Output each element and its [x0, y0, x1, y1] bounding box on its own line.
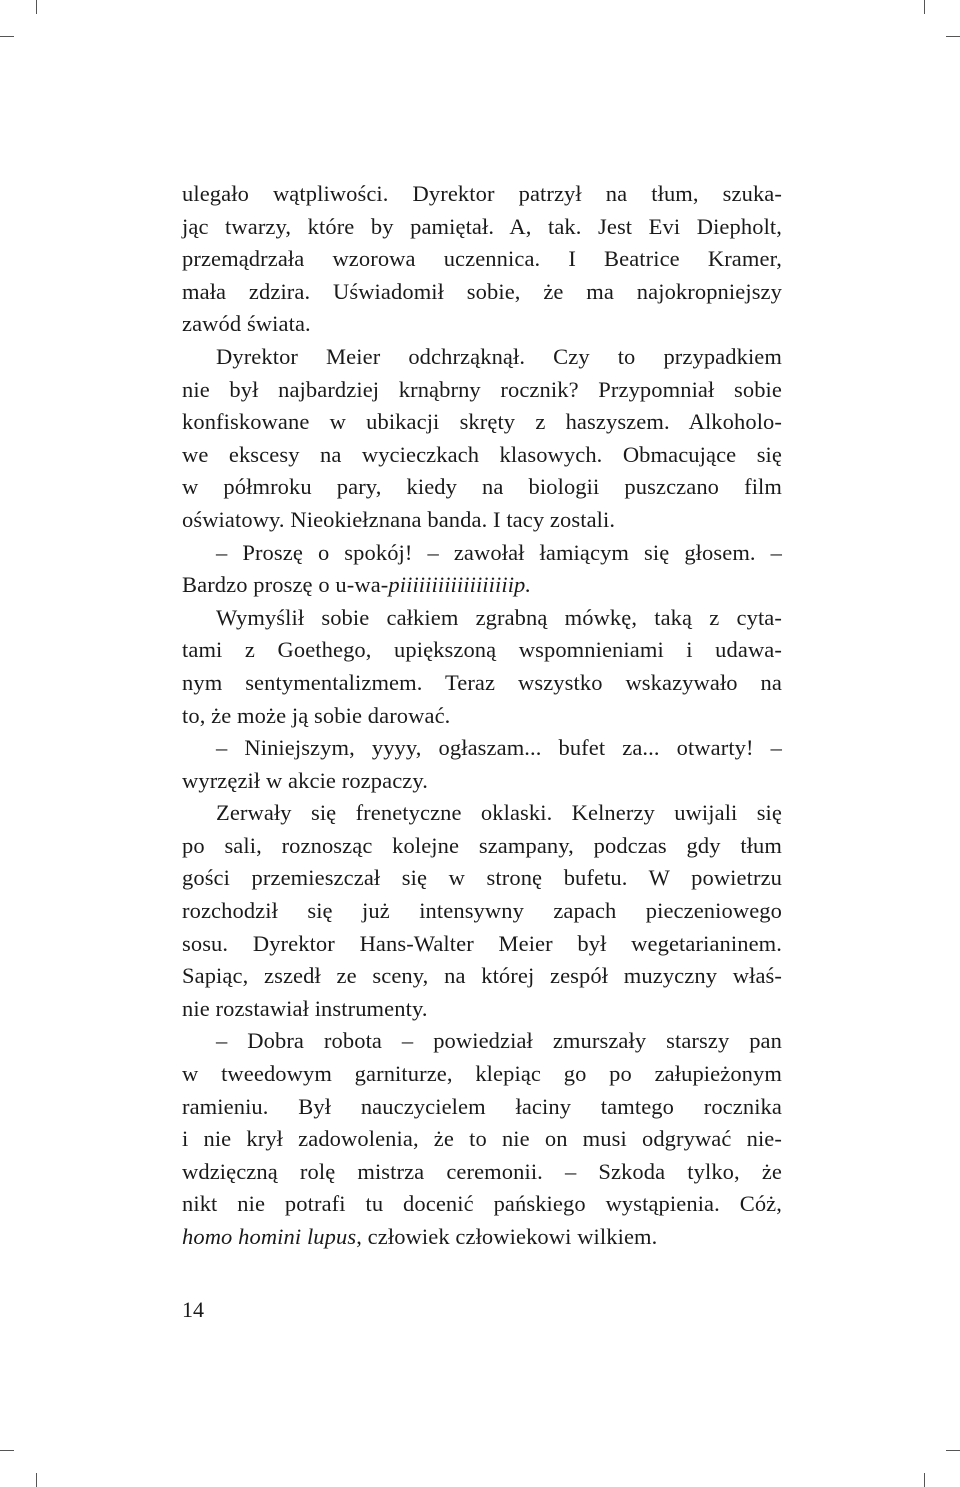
text-line: Dyrektor Meier odchrząknął. Czy to przypadkiem — [216, 343, 782, 369]
text-line: w tweedowym garniturze, klepiąc go po załupieżonym — [182, 1061, 782, 1087]
text-line: wyrzęził w akcie rozpaczy. — [182, 767, 428, 793]
crop-mark-bottom-left-h — [0, 1450, 14, 1451]
text-line: nikt nie potrafi tu docenić pańskiego wystąpienia. Cóż, — [182, 1191, 782, 1217]
text-line: – Dobra robota – powiedział zmurszały starszy pan — [216, 1028, 782, 1054]
text-fragment: Bardzo proszę o u-wa- — [182, 572, 389, 598]
text-line: wdzięczną rolę mistrza ceremonii. – Szkoda tylko, że — [182, 1158, 782, 1184]
crop-mark-top-left — [36, 0, 37, 14]
body-text — [182, 178, 782, 1254]
crop-mark-bottom-right-h — [946, 1450, 960, 1451]
text-line: przemądrzała wzorowa uczennica. I Beatrice Kramer, — [182, 246, 782, 272]
text-line: Zerwały się frenetyczne oklaski. Kelnerzy uwijali się — [216, 800, 782, 826]
text-line: nie rozstawiał instrumenty. — [182, 995, 428, 1021]
text-line: konfiskowane w ubikacji skręty z haszyszem. Alkoholo- — [182, 409, 782, 435]
text-line: – Niniejszym, yyyy, ogłaszam... bufet za... otwarty! – — [216, 735, 782, 761]
crop-mark-top-right-h — [946, 36, 960, 37]
text-fragment: , człowiek człowiekowi wilkiem. — [356, 1224, 658, 1249]
crop-mark-top-left-h — [0, 36, 14, 37]
text-line — [182, 569, 782, 602]
crop-mark-top-right — [924, 0, 925, 14]
crop-mark-bottom-right — [924, 1473, 925, 1487]
text-line: jąc twarzy, które by pamiętał. A, tak. Jest Evi Diepholt, — [182, 213, 782, 239]
text-line: – Proszę o spokój! – zawołał łamiącym się głosem. – — [216, 539, 782, 565]
crop-mark-bottom-left — [36, 1473, 37, 1487]
text-line: gości przemieszczał się w stronę bufetu. W powietrzu — [182, 865, 782, 891]
text-line: i nie krył zadowolenia, że to nie on musi odgrywać nie- — [182, 1126, 782, 1152]
text-line: tami z Goethego, upiększoną wspomnieniami i udawa- — [182, 637, 782, 663]
italic-beep: piiiiiiiiiiiiiiiiiip. — [388, 572, 532, 598]
text-line — [182, 1221, 782, 1254]
text-line: rozchodził się już intensywny zapach pieczeniowego — [182, 898, 782, 924]
text-line: to, że może ją sobie darować. — [182, 702, 451, 728]
text-line: po sali, roznosząc kolejne szampany, podczas gdy tłum — [182, 832, 782, 858]
text-line: nym sentymentalizmem. Teraz wszystko wskazywało na — [182, 669, 782, 695]
text-line: w półmroku pary, kiedy na biologii puszczano film — [182, 474, 782, 500]
italic-latin: homo homini lupus — [182, 1224, 357, 1249]
text-line: mała zdzira. Uświadomił sobie, że ma najokropniejszy — [182, 278, 782, 304]
text-line: Wymyślił sobie całkiem zgrabną mówkę, taką z cyta- — [216, 604, 782, 630]
text-line: ulegało wątpliwości. Dyrektor patrzył na tłum, szuka- — [182, 181, 782, 206]
text-line: ramieniu. Był nauczycielem łaciny tamtego rocznika — [182, 1093, 782, 1119]
page-number: 14 — [182, 1297, 204, 1322]
text-line: zawód świata. — [182, 311, 311, 337]
text-line: nie był najbardziej krnąbrny rocznik? Przypomniał sobie — [182, 376, 782, 402]
text-line: Sapiąc, zszedł ze sceny, na której zespół muzyczny właś- — [182, 963, 782, 989]
text-line: sosu. Dyrektor Hans-Walter Meier był wegetarianinem. — [182, 930, 782, 956]
text-line: oświatowy. Nieokiełznana banda. I tacy zostali. — [182, 506, 616, 532]
text-line: we ekscesy na wycieczkach klasowych. Obmacujące się — [182, 441, 782, 467]
